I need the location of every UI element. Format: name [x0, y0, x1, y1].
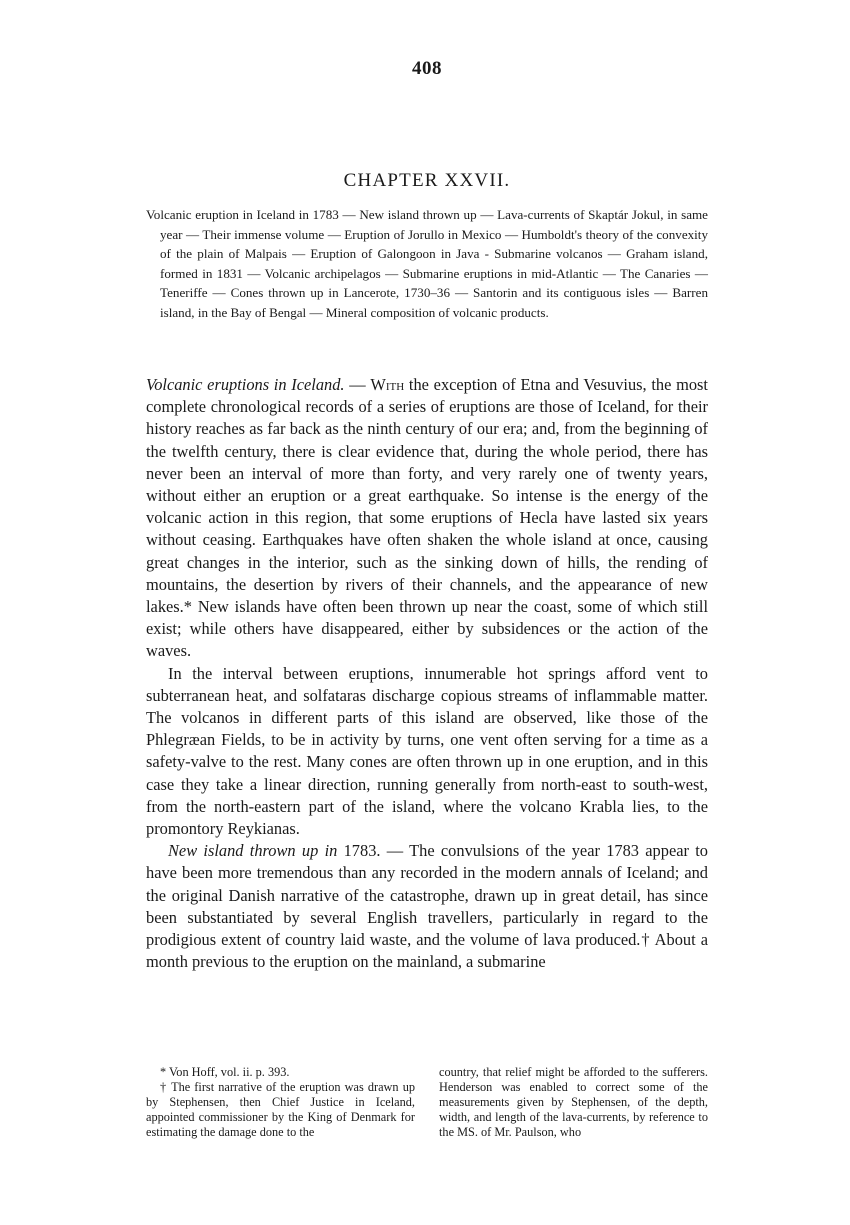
footnotes: [146, 1065, 708, 1140]
paragraph-iceland: [146, 374, 708, 663]
paragraph-lead: New island thrown up in: [168, 841, 338, 861]
lead-dash: —: [344, 375, 371, 394]
paragraph-text: the exception of Etna and Vesuvius, the most complete chronological records of a series of eruptions are those of Iceland, for their history reaches as far back as the ninth century of our era; and, from the beginning of the twelfth century, there is clear evidence that, during the whole period, there has never been an interval of more than forty, and very rarely one of twenty years, without either an eruption or a great earthquake. So intense is the energy of the volcanic action in this region, that some eruptions of Hecla have lasted six years without ceasing. Earthquakes have often shaken the whole island at once, causing great changes in the interior, such as the sinking down of hills, the rending of mountains, the desertion by rivers of their channels, and the appearance of new lakes.* New islands have often been thrown up near the coast, some of which still exist; while others have disappeared, either by subsidences or the action of the waves.: [146, 375, 708, 661]
page-number: 408: [412, 58, 442, 79]
footnote-von-hoff: * Von Hoff, vol. ii. p. 393.: [160, 1065, 290, 1079]
paragraph-text: 1783. — The convulsions of the year 1783 appear to have been more tremendous than any recorded in the modern annals of Iceland; and the original Danish narrative of the catastrophe, drawn up in great detail, has since been substantiated by several English travellers, particularly in regard to the prodigious extent of country laid waste, and the volume of lava produced.† About a month previous to the eruption on the mainland, a submarine: [146, 841, 708, 972]
chapter-summary: Volcanic eruption in Iceland in 1783 — New island thrown up — Lava-currents of Skaptár Jokul, in same year — Their immense volume — Eruption of Jorullo in Mexico — Humboldt's theory of the convexity of the plain of Malpais — Eruption of Galongoon in Java - Submarine volcanos — Graham island, formed in 1831 — Volcanic archipelagos — Submarine eruptions in mid-Atlantic — The Canaries — Teneriffe — Cones thrown up in Lancerote, 1730–36 — Santorin and its contiguous isles — Barren island, in the Bay of Bengal — Mineral composition of volcanic products.: [146, 207, 708, 320]
paragraph-hot-springs: In the interval between eruptions, innumerable hot springs afford vent to subterranean heat, and solfataras discharge copious streams of inflammable matter. The volcanos in different parts of this island are observed, like those of the Phlegræan Fields, to be in activity by turns, one vent often serving for a time as a safety-valve to the rest. Many cones are often thrown up in one eruption, and in this case they take a linear direction, running generally from north-east to south-west, from the north-eastern part of the island, where the volcano Krabla lies, to the promontory Reykianas.: [146, 663, 708, 839]
body-text: [146, 374, 708, 973]
footnote-right-column: country, that relief might be afforded to the sufferers. Henderson was enabled to correct some of the measurements given by Stephensen, of the depth, width, and length of the lava-currents, by reference to the MS. of Mr. Paulson, who: [439, 1065, 708, 1140]
chapter-title: CHAPTER XXVII.: [343, 170, 511, 191]
footnote-stephensen: † The first narrative of the eruption was drawn up by Stephensen, then Chief Justice in Iceland, appointed commissioner by the King of Denmark for estimating the damage done to the: [146, 1080, 415, 1140]
paragraph-new-island: [146, 840, 708, 973]
footnote-columns: [146, 1065, 708, 1140]
paragraph-lead: Volcanic eruptions in Iceland.: [146, 375, 345, 394]
footnote-left-column: [146, 1065, 415, 1140]
drop-word: With: [370, 375, 405, 394]
page: [146, 0, 708, 1225]
